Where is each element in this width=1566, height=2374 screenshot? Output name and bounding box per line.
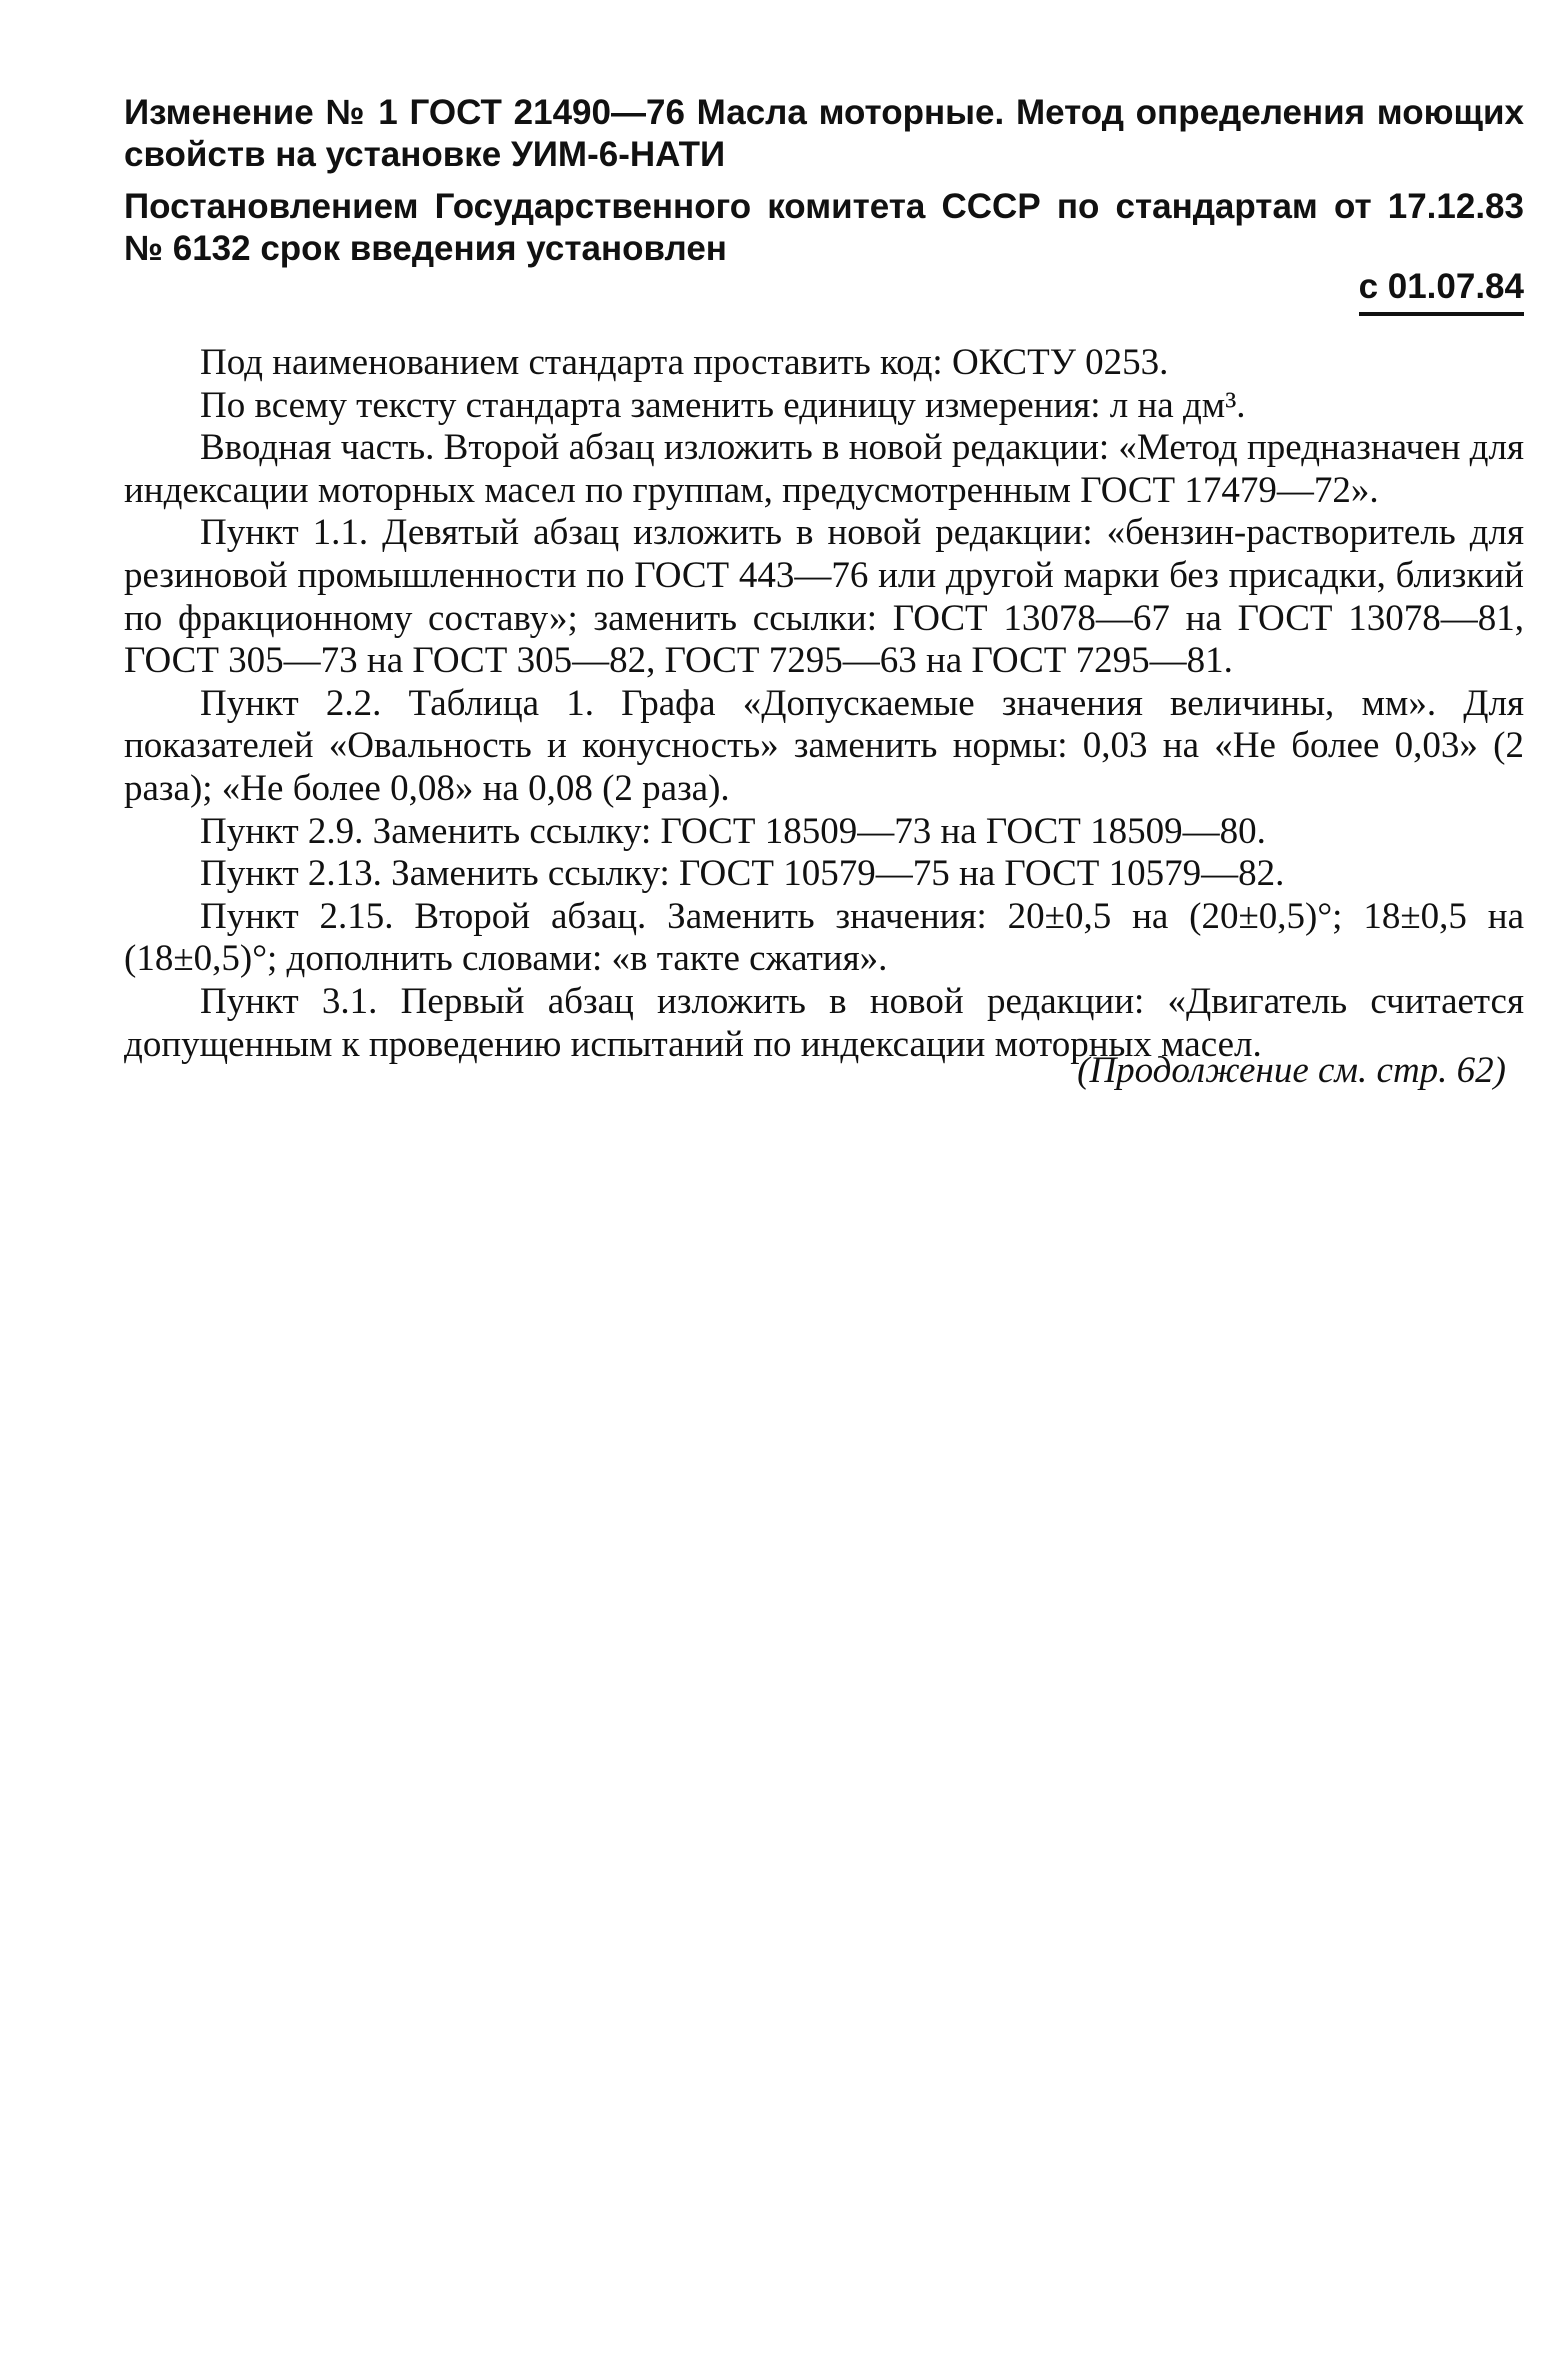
paragraph-item-2-2: Пункт 2.2. Таблица 1. Графа «Допускаемые значения величины, мм». Для показателей «Овальность и конусность» заменить нормы: 0,03 на «Не более 0,03» (2 раза); «Не более 0,08» на 0,08 (2 раза). [124,682,1524,809]
amendment-body [124,342,1524,1066]
paragraph-okstu-code: Под наименованием стандарта проставить код: ОКСТУ 0253. [200,342,1169,383]
paragraph-item-2-13: Пункт 2.13. Заменить ссылку: ГОСТ 10579—75 на ГОСТ 10579—82. [200,853,1285,895]
paragraph-unit-change: По всему тексту стандарта заменить единицу измерения: л на дм³. [200,384,1246,426]
paragraph-item-2-15: Пункт 2.15. Второй абзац. Заменить значения: 20±0,5 на (20±0,5)°; 18±0,5 на (18±0,5)°; дополнить словами: «в такте сжатия». [124,895,1524,980]
paragraph-item-1-1: Пункт 1.1. Девятый абзац изложить в новой редакции: «бензин-растворитель для резиновой промышленности по ГОСТ 443—76 или другой марки без присадки, близкий по фракционному составу»; заменить ссылки: ГОСТ 13078—67 на ГОСТ 13078—81, ГОСТ 305—73 на ГОСТ 305—82, ГОСТ 7295—63 на ГОСТ 7295—81. [124,512,1524,682]
paragraph-item-3-1: Пункт 3.1. Первый абзац изложить в новой редакции: «Двигатель считается допущенным к проведению испытаний по индексации моторных масел. [124,980,1524,1065]
paragraph-introduction: Вводная часть. Второй абзац изложить в новой редакции: «Метод предназначен для индексации моторных масел по группам, предусмотренным ГОСТ 17479—72». [124,427,1524,511]
amendment-title: Изменение № 1 ГОСТ 21490—76 Масла моторные. Метод определения моющих свойств на установке УИМ-6-НАТИ [124,93,1524,174]
decree-text: Постановлением Государственного комитета СССР по стандартам от 17.12.83 № 6132 срок введения установлен [124,187,1524,268]
effective-date: с 01.07.84 [1359,266,1524,316]
continued-note: (Продолжение см. стр. 62) [1077,1050,1506,1091]
paragraph-item-2-9: Пункт 2.9. Заменить ссылку: ГОСТ 18509—73 на ГОСТ 18509—80. [200,810,1266,852]
